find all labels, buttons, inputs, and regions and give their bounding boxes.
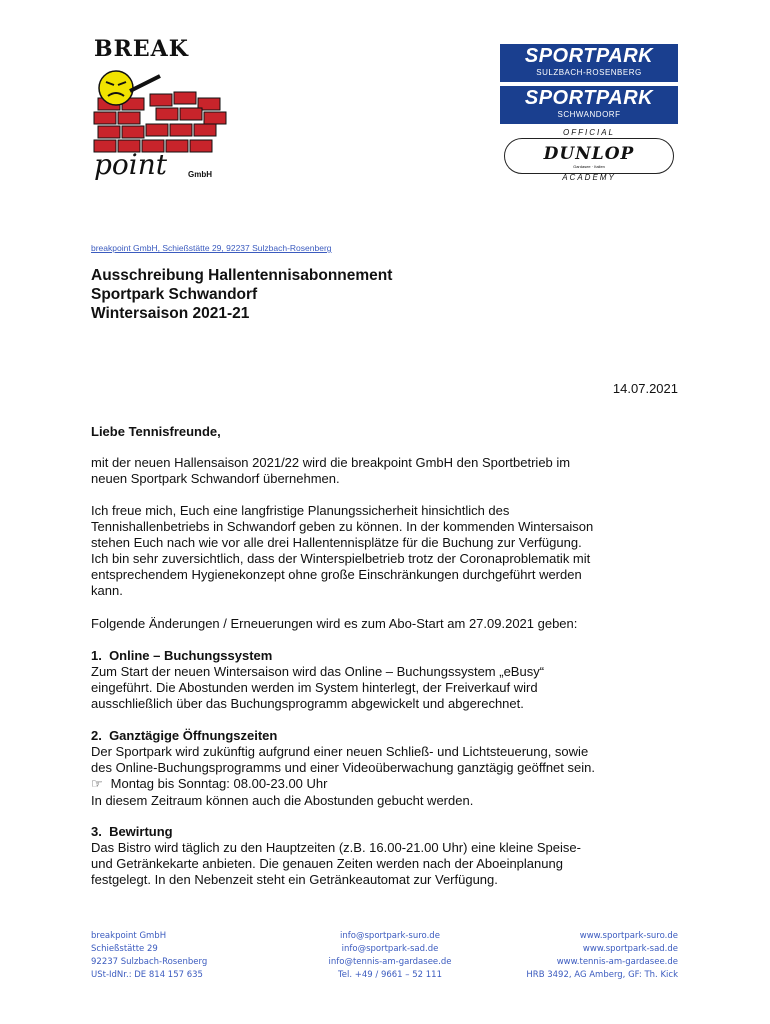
paragraph-planning: Ich freue mich, Euch eine langfristige Planungssicherheit hinsichtlich des Tennishallenbetriebs in Schwandorf geben zu können. In der kommenden Wintersaison stehen Euch nach wie vor alle drei Hallentennisplätze für die Buchung zur Verfügung. Ich bin sehr zuversichtlich, dass der Winterspielbetrieb trotz der Coronaproblematik mit entsprechendem Hygienekonzept ohne große Einschränkungen durchgeführt werden kann. xyxy=(91,503,594,598)
footer-web-link[interactable]: www.sportpark-suro.de xyxy=(579,931,678,941)
footer-web-info xyxy=(526,930,678,982)
section-text-booking: Zum Start der neuen Wintersaison wird das Online – Buchungssystem „eBusy“ eingeführt. Die Abostunden werden im System hinterlegt, der Freiverkauf wird ausschließlich über das Buchungsprogramm abgewickelt und abgerechnet. xyxy=(91,664,545,711)
footer-line: Schießstätte 29 xyxy=(91,944,158,954)
sportpark-logo-location: SCHWANDORF xyxy=(557,110,621,119)
footer-web-link[interactable]: www.tennis-am-gardasee.de xyxy=(556,957,678,967)
greeting: Liebe Tennisfreunde, xyxy=(91,424,221,439)
paragraph-intro: mit der neuen Hallensaison 2021/22 wird die breakpoint GmbH den Sportbetrieb im neuen Sportpark Schwandorf übernehmen. xyxy=(91,455,571,486)
sportpark-sulzbach-logo xyxy=(500,44,678,82)
academy-label: ACADEMY xyxy=(562,173,616,182)
breakpoint-logo-top: BREAK xyxy=(94,36,189,62)
footer-email-link[interactable]: info@sportpark-sad.de xyxy=(341,944,439,954)
footer-phone: Tel. +49 / 9661 – 52 111 xyxy=(338,970,442,980)
footer-company-info xyxy=(91,930,207,982)
footer-email-link[interactable]: info@sportpark-suro.de xyxy=(340,931,440,941)
sender-address-line: breakpoint GmbH, Schießstätte 29, 92237 Sulzbach-Rosenberg xyxy=(91,243,332,253)
footer-contact-info xyxy=(300,930,480,982)
breakpoint-logo xyxy=(90,36,235,186)
sportpark-logo-name: SPORTPARK xyxy=(524,45,654,67)
pointing-hand-icon: ☞ xyxy=(91,776,103,791)
opening-hours-text: Montag bis Sonntag: 08.00-23.00 Uhr xyxy=(110,776,328,791)
dunlop-tagline: Gardasee · Italien xyxy=(573,164,605,169)
document-title xyxy=(91,266,392,323)
section-text-catering: Das Bistro wird täglich zu den Hauptzeiten (z.B. 16.00-21.00 Uhr) eine kleine Speise- und Getränkekarte anbieten. Die genauen Zeiten werden nach der Aboeinplanung festgelegt. In den Nebenzeit steht ein Getränkeautomat zur Verfügung. xyxy=(91,840,581,887)
sportpark-logo-name: SPORTPARK xyxy=(524,87,654,109)
official-label: OFFICIAL xyxy=(562,128,615,137)
opening-hours-bullet xyxy=(91,776,327,792)
title-line-3: Wintersaison 2021-21 xyxy=(91,305,250,322)
footer-line: USt-IdNr.: DE 814 157 635 xyxy=(91,970,203,980)
title-line-1: Ausschreibung Hallentennisabonnement xyxy=(91,267,393,284)
section-heading-booking: 1. Online – Buchungssystem xyxy=(91,648,273,663)
footer-registry: HRB 3492, AG Amberg, GF: Th. Kick xyxy=(526,970,678,980)
title-line-2: Sportpark Schwandorf xyxy=(91,286,258,303)
footer-web-link[interactable]: www.sportpark-sad.de xyxy=(582,944,678,954)
paragraph-changes: Folgende Änderungen / Erneuerungen wird es zum Abo-Start am 27.09.2021 geben: xyxy=(91,616,578,631)
breakpoint-logo-bottom: point xyxy=(94,148,168,181)
footer-line: breakpoint GmbH xyxy=(91,931,167,941)
letter-date: 14.07.2021 xyxy=(612,381,678,396)
footer-line: 92237 Sulzbach-Rosenberg xyxy=(91,957,208,967)
section-heading-hours: 2. Ganztägige Öffnungszeiten xyxy=(91,728,278,743)
sportpark-schwandorf-logo xyxy=(500,86,678,124)
footer-email-link[interactable]: info@tennis-am-gardasee.de xyxy=(328,957,452,967)
section-text-hours-after: In diesem Zeitraum können auch die Abostunden gebucht werden. xyxy=(91,793,474,808)
tennis-ball-icon xyxy=(99,71,133,105)
breakpoint-logo-gmbh: GmbH xyxy=(188,170,212,179)
dunlop-logo: DUNLOP xyxy=(543,144,635,164)
section-heading-catering: 3. Bewirtung xyxy=(91,824,173,839)
sportpark-logo-location: SULZBACH-ROSENBERG xyxy=(536,68,642,77)
section-text-hours: Der Sportpark wird zukünftig aufgrund einer neuen Schließ- und Lichtsteuerung, sowie des Online-Buchungsprogramms und einer Videoüberwachung ganztägig geöffnet sein. xyxy=(91,744,595,775)
